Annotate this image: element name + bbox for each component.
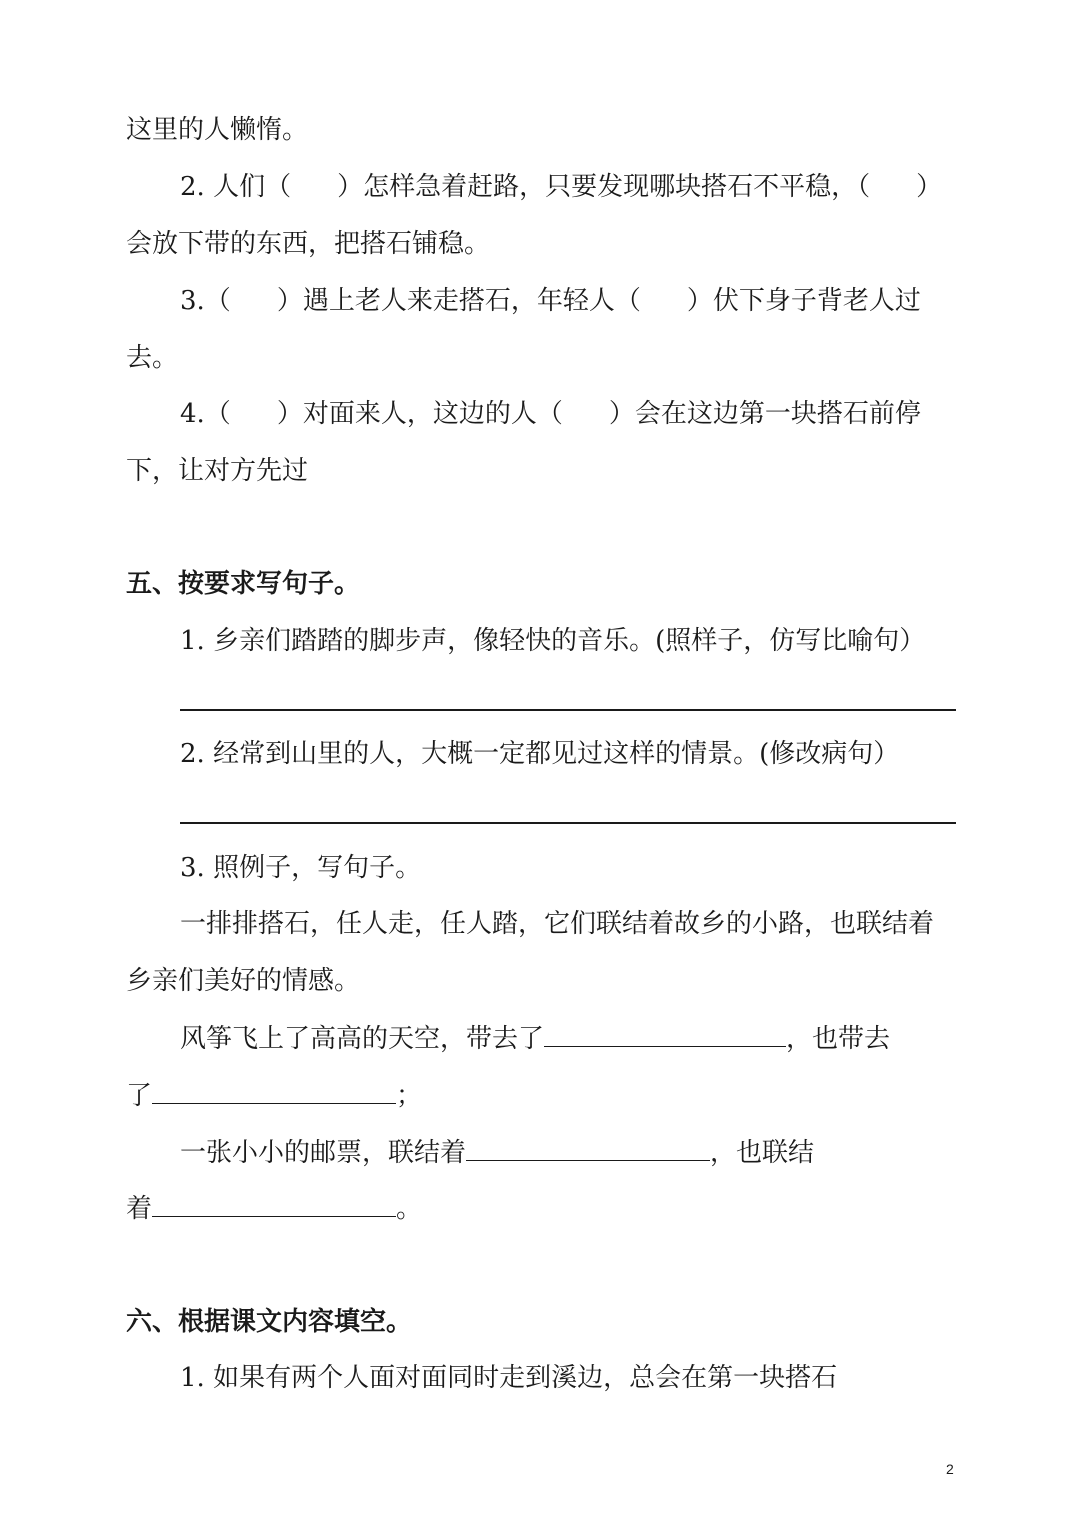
q3-part-a: 3.（	[180, 286, 231, 316]
section5-q2: 2. 经常到山里的人，大概一定都见过这样的情景。(修改病句）	[180, 739, 900, 769]
q3-part-b: ）遇上老人来走搭石，年轻人（	[276, 286, 641, 316]
continued-text	[126, 114, 308, 146]
section5-q1: 1. 乡亲们踏踏的脚步声，像轻快的音乐。(照样子，仿写比喻句）	[180, 626, 926, 656]
answer-line-1[interactable]	[180, 709, 956, 711]
q4-line2-text: 下，让对方先过	[126, 456, 309, 486]
section5-q3: 3. 照例子，写句子。	[180, 853, 422, 883]
stamp-part-b: ，也联结	[710, 1138, 815, 1168]
section4-q4-line2	[126, 455, 308, 487]
stamp-blank-2[interactable]	[152, 1192, 396, 1217]
section4-q3-line1	[180, 285, 921, 317]
kite-part-b: ，也带去	[786, 1024, 891, 1054]
continued-line-1: 这里的人懒惰。	[126, 115, 309, 145]
q4-part-a: 4.（	[180, 399, 231, 429]
q4-part-b: ）对面来人，这边的人（	[276, 399, 563, 429]
section5-heading: 五、按要求写句子。	[126, 569, 361, 599]
example-line-1: 一排排搭石，任人走，任人踏，它们联结着故乡的小路，也联结着	[180, 909, 935, 939]
stamp-part-a: 一张小小的邮票，联结着	[180, 1138, 467, 1168]
q2-part-a: 2. 人们（	[180, 172, 292, 202]
q2-line2-text: 会放下带的东西，把搭石铺稳。	[126, 229, 491, 259]
section6-q1: 1. 如果有两个人面对面同时走到溪边，总会在第一块搭石	[180, 1363, 838, 1393]
example-line-2: 乡亲们美好的情感。	[126, 966, 361, 996]
stamp-part-d: 。	[396, 1194, 423, 1224]
kite-blank-2[interactable]	[152, 1079, 396, 1104]
stamp-sentence-line1	[180, 1136, 814, 1169]
q3-line2-text: 去。	[126, 343, 179, 373]
section4-q3-line2	[126, 342, 178, 374]
q2-part-b: ）怎样急着赶路，只要发现哪块搭石不平稳，（	[337, 172, 871, 202]
section6-heading: 六、根据课文内容填空。	[126, 1307, 413, 1337]
kite-part-d: ；	[396, 1081, 423, 1111]
section4-q2-line1	[180, 171, 942, 203]
stamp-part-c: 着	[126, 1194, 153, 1224]
answer-line-2[interactable]	[180, 822, 956, 824]
kite-part-a: 风筝飞上了高高的天空，带去了	[180, 1024, 545, 1054]
stamp-blank-1[interactable]	[466, 1136, 710, 1161]
section4-q2-line2	[126, 228, 490, 260]
q4-part-c: ）会在这边第一块搭石前停	[608, 399, 921, 429]
kite-blank-1[interactable]	[544, 1022, 786, 1047]
q2-part-c: ）	[916, 172, 943, 202]
stamp-sentence-line2	[126, 1192, 422, 1225]
kite-sentence-line2	[126, 1079, 422, 1112]
section4-q4-line1	[180, 398, 921, 430]
page-number: 2	[946, 1461, 954, 1477]
kite-sentence-line1	[180, 1022, 890, 1055]
kite-part-c: 了	[126, 1081, 153, 1111]
q3-part-c: ）伏下身子背老人过	[686, 286, 921, 316]
